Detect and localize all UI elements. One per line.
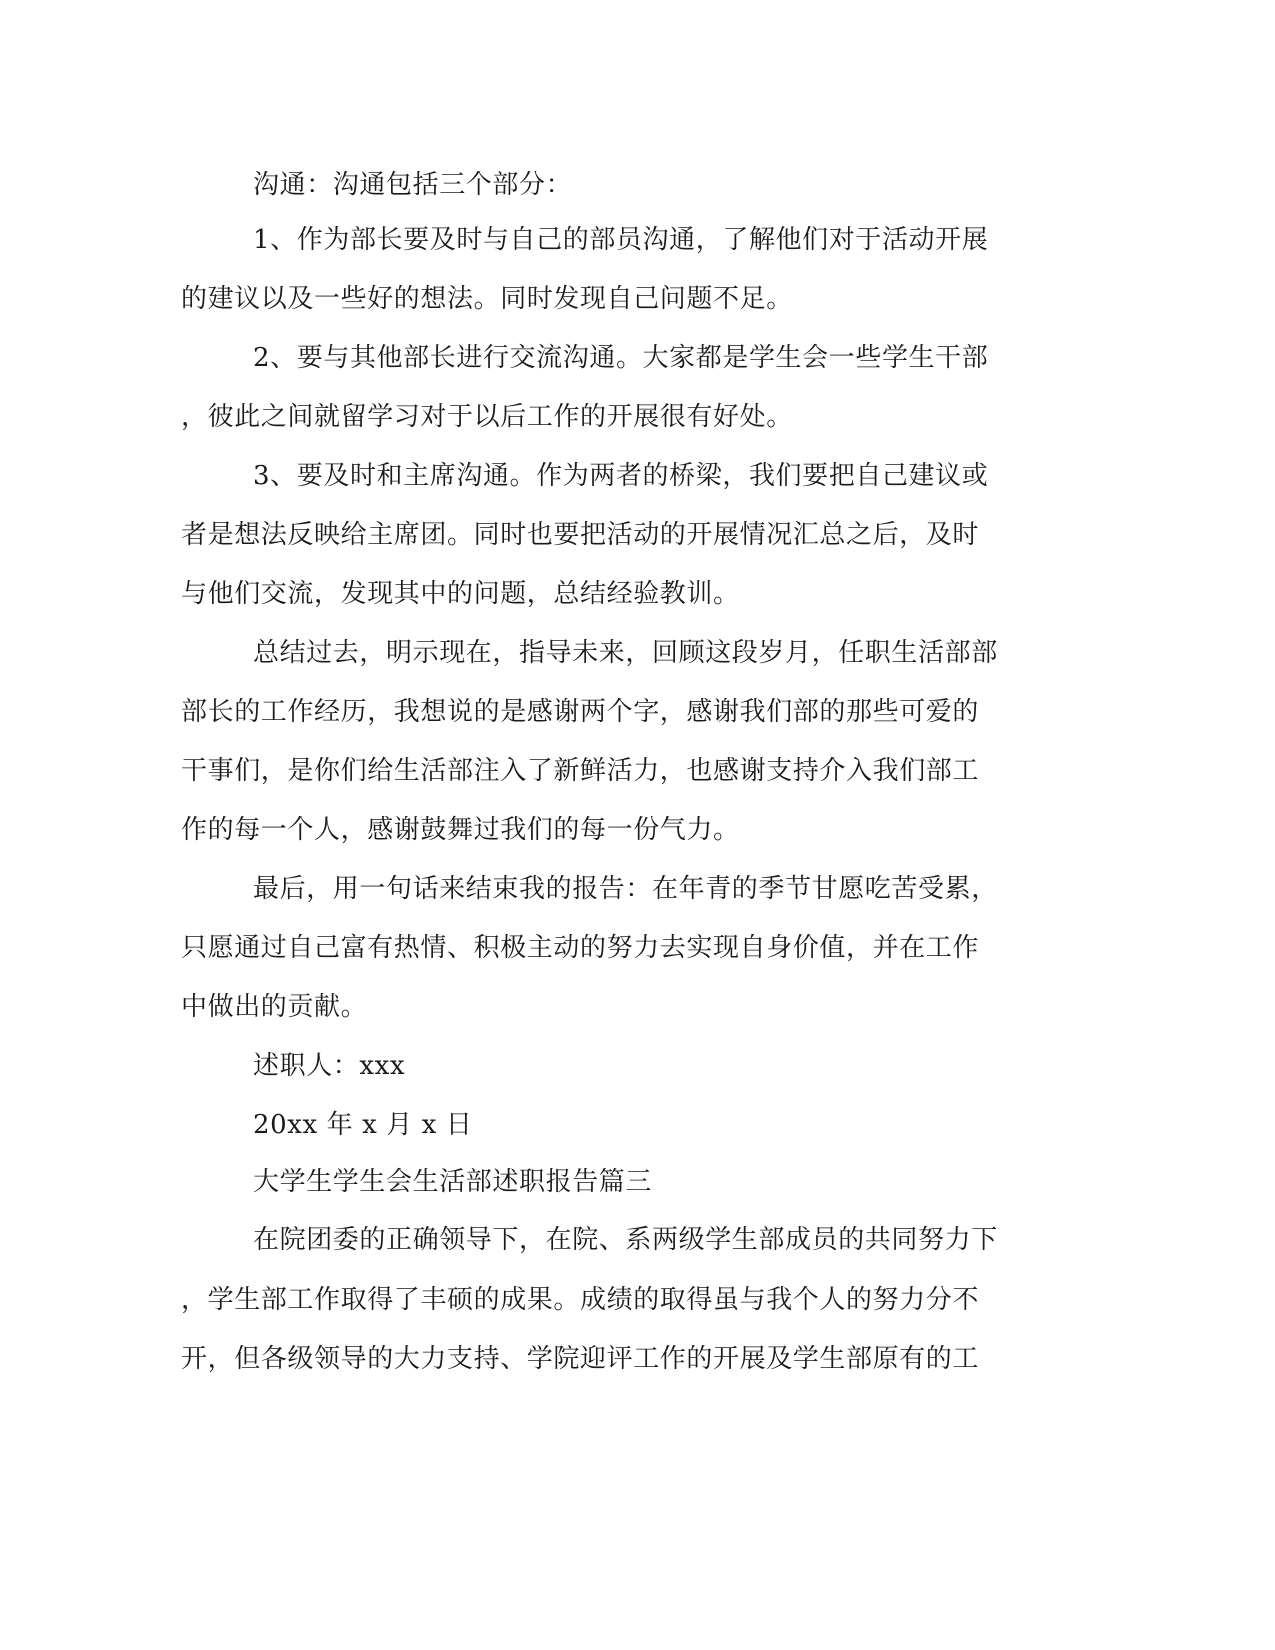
text-line: 与他们交流，发现其中的问题，总结经验教训。 — [181, 579, 740, 609]
reporter-signature: 述职人：xxx — [253, 1051, 406, 1081]
text-line: 部长的工作经历，我想说的是感谢两个字，感谢我们部的那些可爱的 — [181, 697, 980, 727]
report-date: 20xx 年 x 月 x 日 — [253, 1110, 473, 1140]
section-title: 大学生学生会生活部述职报告篇三 — [253, 1167, 653, 1197]
text-line: 者是想法反映给主席团。同时也要把活动的开展情况汇总之后，及时 — [181, 520, 980, 550]
text-line: 中做出的贡献。 — [181, 992, 368, 1022]
text-line: 在院团委的正确领导下，在院、系两级学生部成员的共同努力下 — [253, 1225, 998, 1255]
text-line: 开，但各级领导的大力支持、学院迎评工作的开展及学生部原有的工 — [181, 1344, 980, 1374]
text-line: ，彼此之间就留学习对于以后工作的开展很有好处。 — [181, 402, 793, 432]
text-line: 3、要及时和主席沟通。作为两者的桥梁，我们要把自己建议或 — [253, 461, 989, 491]
text-line: ，学生部工作取得了丰硕的成果。成绩的取得虽与我个人的努力分不 — [181, 1285, 980, 1315]
text-line: 作的每一个人，感谢鼓舞过我们的每一份气力。 — [181, 815, 740, 845]
text-line: 只愿通过自己富有热情、积极主动的努力去实现自身价值，并在工作 — [181, 933, 980, 963]
text-line: 1、作为部长要及时与自己的部员沟通，了解他们对于活动开展 — [253, 225, 989, 255]
text-line: 最后，用一句话来结束我的报告：在年青的季节甘愿吃苦受累， — [253, 874, 998, 904]
text-line: 总结过去，明示现在，指导未来，回顾这段岁月，任职生活部部 — [253, 638, 998, 668]
text-line: 2、要与其他部长进行交流沟通。大家都是学生会一些学生干部 — [253, 343, 989, 373]
text-line: 的建议以及一些好的想法。同时发现自己问题不足。 — [181, 284, 793, 314]
text-line-communication-heading: 沟通：沟通包括三个部分： — [253, 170, 573, 200]
text-line: 干事们，是你们给生活部注入了新鲜活力，也感谢支持介入我们部工 — [181, 756, 980, 786]
